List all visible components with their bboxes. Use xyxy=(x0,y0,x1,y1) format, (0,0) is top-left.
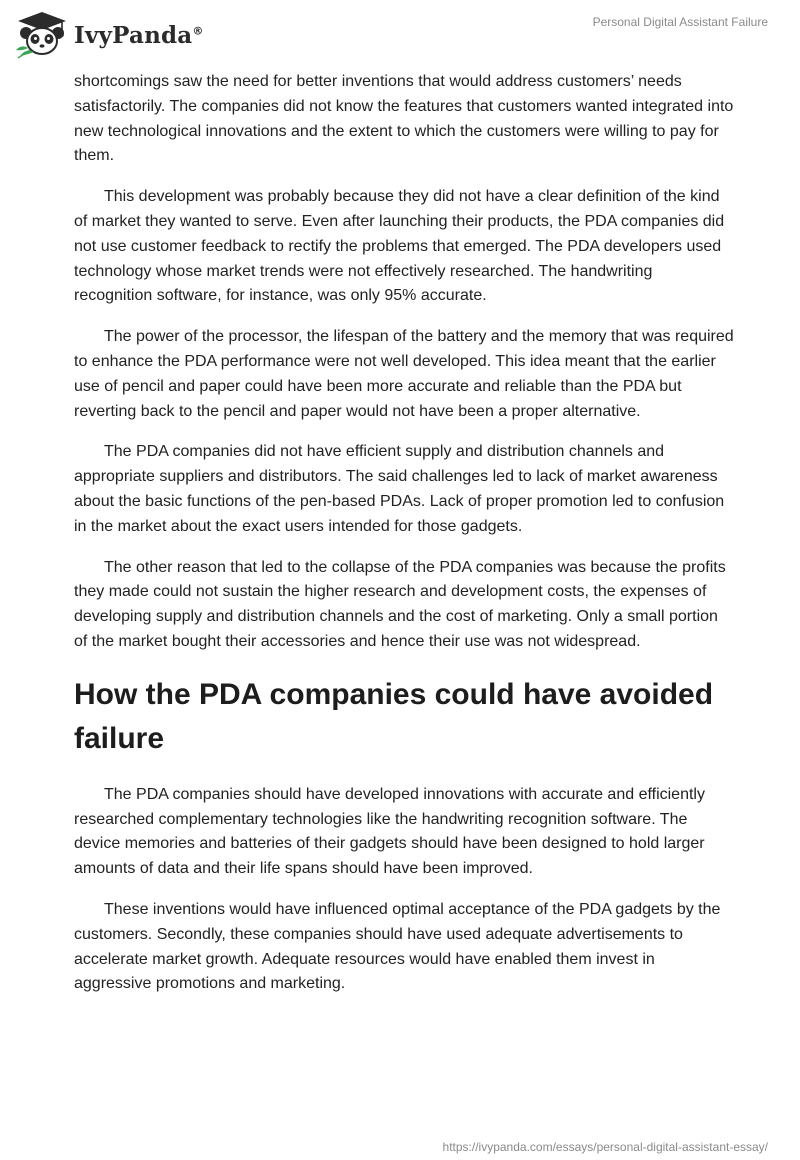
source-url[interactable]: https://ivypanda.com/essays/personal-digital-assistant-essay/ xyxy=(442,1140,768,1154)
paragraph: The other reason that led to the collapse of the PDA companies was because the profits they made could not sustain the higher research and development costs, the expenses of developing supply and distribution channels and the cost of marketing. Only a small portion of the market bought their accessories and hence their use was not widespread. xyxy=(74,558,726,650)
paragraph: These inventions would have influenced optimal acceptance of the PDA gadgets by the customers. Secondly, these companies should have used adequate advertisements to accelerate market growth. Adequate resources would have enabled them invest in aggressive promotions and marketing. xyxy=(74,900,721,993)
panda-graduation-cap-icon xyxy=(14,8,70,62)
paragraph: The PDA companies did not have efficient supply and distribution channels and appropriate suppliers and distributors. The said challenges led to lack of market awareness about the basic functions of the pen-based PDAs. Lack of proper promotion led to confusion in the market about the exact users intended for those gadgets. xyxy=(74,443,725,535)
logo-brand-name: IvyPanda xyxy=(74,21,193,49)
essay-body xyxy=(74,70,734,1013)
ivypanda-logo[interactable] xyxy=(14,8,204,62)
paragraph: The PDA companies should have developed innovations with accurate and efficiently researched complementary technologies like the handwriting recognition software. The device memories and batteries of their gadgets should have been designed to hold larger amounts of data and their life spans should have been improved. xyxy=(74,785,705,878)
document-title: Personal Digital Assistant Failure xyxy=(592,15,768,29)
paragraph-continuation: shortcomings saw the need for better inventions that would address customers’ needs satisfactorily. The companies did not know the features that customers wanted integrated into new technological innovations and the extent to which the customers were willing to pay for them. xyxy=(74,73,734,165)
section-heading: How the PDA companies could have avoided failure xyxy=(74,677,714,755)
paragraph: This development was probably because they did not have a clear definition of the kind of market they wanted to serve. Even after launching their products, the PDA companies did not use customer feedback to rectify the problems that emerged. The PDA developers used technology whose market trends were not effectively researched. The handwriting recognition software, for instance, was only 95% accurate. xyxy=(74,188,725,305)
registered-mark: ® xyxy=(192,23,204,37)
paragraph: The power of the processor, the lifespan of the battery and the memory that was required to enhance the PDA performance were not well developed. This idea meant that the earlier use of pencil and paper could have been more accurate and reliable than the PDA but reverting back to the pencil and paper would not have been a proper alternative. xyxy=(74,328,734,420)
page-header xyxy=(0,0,800,70)
logo-wordmark xyxy=(74,22,204,49)
